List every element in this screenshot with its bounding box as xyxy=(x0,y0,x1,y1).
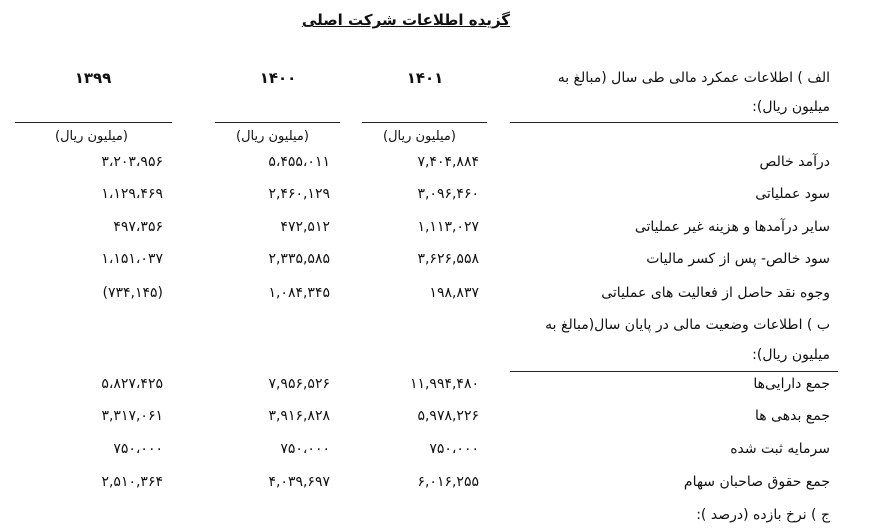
value-1400: ۵،۴۵۵،۰۱۱ xyxy=(268,154,330,170)
value-1400: ۷,۹۵۶,۵۲۶ xyxy=(268,376,330,392)
value-1401: ۷,۴۰۴,۸۸۴ xyxy=(417,154,479,170)
section-c-heading: ج ) نرخ بازده (درصد ): xyxy=(696,507,830,523)
value-1401: ۶,۰۱۶,۲۵۵ xyxy=(417,474,479,490)
section-a-heading-cont: میلیون ریال): xyxy=(752,99,830,115)
value-1400: ۳,۹۱۶,۸۲۸ xyxy=(268,408,330,424)
unit-label-1399: (میلیون ریال) xyxy=(55,129,128,144)
unit-label-1401: (میلیون ریال) xyxy=(383,129,456,144)
divider xyxy=(15,122,172,123)
value-1399: (۷۳۴,۱۴۵) xyxy=(102,285,163,301)
year-header-1399: ۱۳۹۹ xyxy=(74,69,112,87)
row-label: سود خالص- پس از کسر مالیات xyxy=(646,251,830,267)
row-label: جمع بدهی ها xyxy=(754,408,830,424)
value-1399: ۱،۱۲۹،۴۶۹ xyxy=(101,186,163,202)
unit-label-1400: (میلیون ریال) xyxy=(236,129,309,144)
value-1400: ۷۵۰،۰۰۰ xyxy=(280,441,330,457)
value-1400: ۲,۳۳۵,۵۸۵ xyxy=(268,251,330,267)
value-1400: ۲,۴۶۰,۱۲۹ xyxy=(268,186,330,202)
value-1401: ۱,۱۱۳,۰۲۷ xyxy=(417,219,479,235)
page-title: گزیده اطلاعات شرکت اصلی xyxy=(301,11,510,29)
value-1399: ۱،۱۵۱،۰۳۷ xyxy=(101,251,163,267)
row-label: سایر درآمدها و هزینه غیر عملیاتی xyxy=(634,219,830,235)
row-label: درآمد خالص xyxy=(759,154,830,170)
value-1401: ۱۹۸,۸۳۷ xyxy=(429,285,479,301)
divider xyxy=(510,122,838,123)
row-label: جمع دارایی‌ها xyxy=(753,376,830,392)
row-label: سود عملیاتی xyxy=(755,186,830,202)
value-1399: ۴۹۷،۳۵۶ xyxy=(113,219,163,235)
value-1401: ۷۵۰،۰۰۰ xyxy=(429,441,479,457)
value-1399: ۳،۲۰۳،۹۵۶ xyxy=(101,154,163,170)
section-b-heading: ب ) اطلاعات وضعیت مالی در پایان سال(مبالغ به xyxy=(545,317,830,333)
section-b-heading-cont: میلیون ریال): xyxy=(752,347,830,363)
value-1400: ۴۷۲,۵۱۲ xyxy=(280,219,330,235)
row-label: جمع حقوق صاحبان سهام xyxy=(683,474,830,490)
row-label: وجوه نقد حاصل از فعالیت های عملیاتی xyxy=(601,285,830,301)
value-1399: ۷۵۰،۰۰۰ xyxy=(113,441,163,457)
divider xyxy=(510,371,838,372)
section-a-heading: الف ) اطلاعات عمکرد مالی طی سال (مبالغ به xyxy=(557,70,830,86)
year-header-1400: ۱۴۰۰ xyxy=(259,69,297,87)
value-1401: ۵,۹۷۸,۲۲۶ xyxy=(417,408,479,424)
value-1401: ۳,۶۲۶,۵۵۸ xyxy=(417,251,479,267)
value-1399: ۵،۸۲۷،۴۲۵ xyxy=(101,376,163,392)
value-1399: ۲,۵۱۰,۳۶۴ xyxy=(101,474,163,490)
year-header-1401: ۱۴۰۱ xyxy=(406,69,444,87)
value-1401: ۳,۰۹۶,۴۶۰ xyxy=(417,186,479,202)
divider xyxy=(362,122,487,123)
value-1400: ۴,۰۳۹,۶۹۷ xyxy=(268,474,330,490)
value-1400: ۱,۰۸۴,۳۴۵ xyxy=(268,285,330,301)
value-1399: ۳,۳۱۷,۰۶۱ xyxy=(101,408,163,424)
value-1401: ۱۱,۹۹۴,۴۸۰ xyxy=(409,376,479,392)
row-label: سرمایه ثبت شده xyxy=(730,441,830,457)
divider xyxy=(215,122,340,123)
